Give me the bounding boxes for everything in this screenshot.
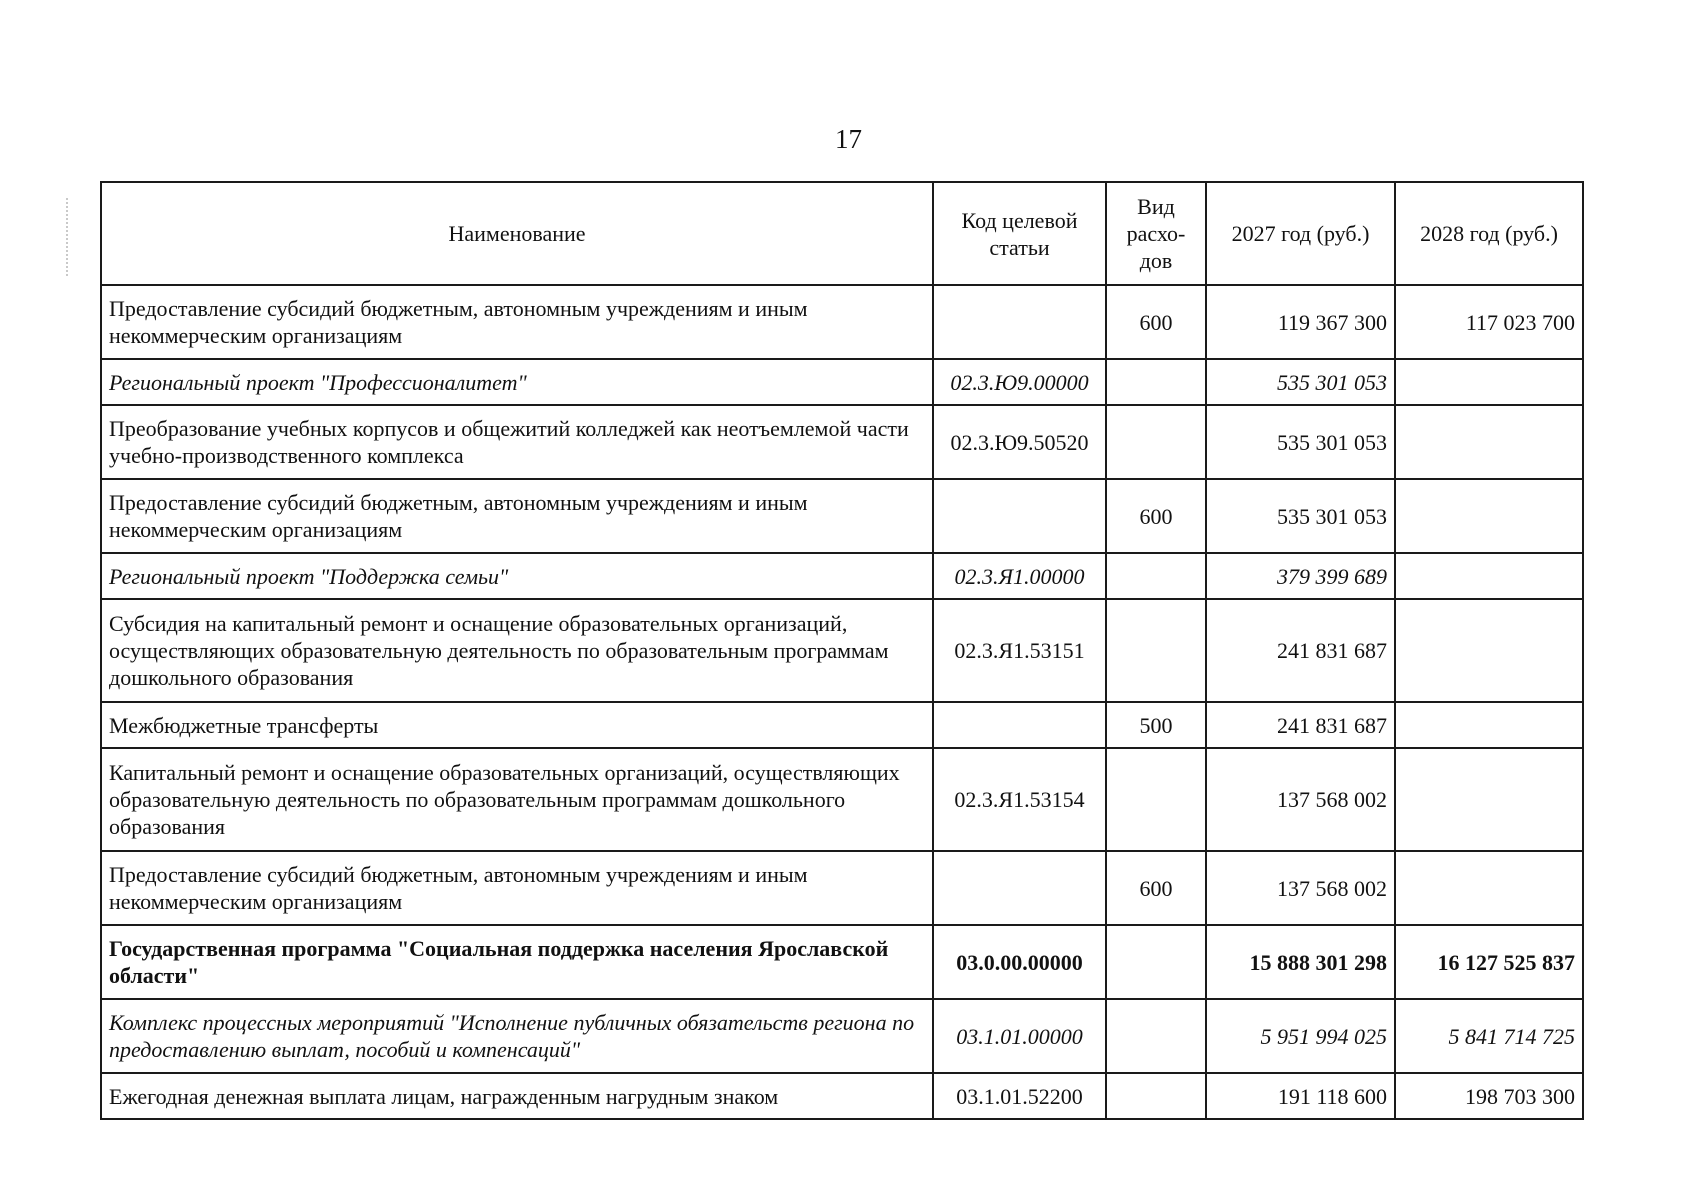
header-year-2027: 2027 год (руб.) bbox=[1206, 182, 1395, 285]
row-code: 03.1.01.00000 bbox=[933, 999, 1106, 1073]
row-amount-2027: 137 568 002 bbox=[1206, 748, 1395, 851]
row-kind: 600 bbox=[1106, 479, 1206, 553]
row-amount-2028: 5 841 714 725 bbox=[1395, 999, 1583, 1073]
row-amount-2028: 16 127 525 837 bbox=[1395, 925, 1583, 999]
row-name: Предоставление субсидий бюджетным, автономным учреждениям и иным некоммерческим организациям bbox=[101, 851, 933, 925]
header-year-2028: 2028 год (руб.) bbox=[1395, 182, 1583, 285]
table-row bbox=[101, 599, 1583, 702]
table-header-row bbox=[101, 182, 1583, 285]
row-amount-2027: 241 831 687 bbox=[1206, 599, 1395, 702]
row-amount-2028 bbox=[1395, 359, 1583, 405]
row-kind bbox=[1106, 599, 1206, 702]
table-row bbox=[101, 851, 1583, 925]
scan-artifact-marks bbox=[66, 198, 71, 276]
row-name: Региональный проект "Поддержка семьи" bbox=[101, 553, 933, 599]
table-row bbox=[101, 553, 1583, 599]
row-name: Межбюджетные трансферты bbox=[101, 702, 933, 748]
row-name: Капитальный ремонт и оснащение образовательных организаций, осуществляющих образовательную деятельность по образовательным программам дошкольного образования bbox=[101, 748, 933, 851]
table-row bbox=[101, 999, 1583, 1073]
row-code bbox=[933, 285, 1106, 359]
table-row bbox=[101, 285, 1583, 359]
row-name: Субсидия на капитальный ремонт и оснащение образовательных организаций, осуществляющих образовательную деятельность по образовательным программам дошкольного образования bbox=[101, 599, 933, 702]
row-amount-2028 bbox=[1395, 553, 1583, 599]
row-amount-2027: 191 118 600 bbox=[1206, 1073, 1395, 1119]
table-row bbox=[101, 702, 1583, 748]
table-row bbox=[101, 405, 1583, 479]
row-kind: 600 bbox=[1106, 285, 1206, 359]
row-kind bbox=[1106, 359, 1206, 405]
row-name: Ежегодная денежная выплата лицам, награжденным нагрудным знаком bbox=[101, 1073, 933, 1119]
table-row bbox=[101, 925, 1583, 999]
row-code: 02.3.Ю9.50520 bbox=[933, 405, 1106, 479]
table-row bbox=[101, 748, 1583, 851]
row-amount-2027: 137 568 002 bbox=[1206, 851, 1395, 925]
row-amount-2028 bbox=[1395, 748, 1583, 851]
row-kind bbox=[1106, 405, 1206, 479]
row-kind bbox=[1106, 999, 1206, 1073]
row-code: 03.0.00.00000 bbox=[933, 925, 1106, 999]
page-number: 17 bbox=[835, 124, 862, 154]
row-amount-2028: 198 703 300 bbox=[1395, 1073, 1583, 1119]
row-amount-2027: 379 399 689 bbox=[1206, 553, 1395, 599]
row-code: 02.3.Я1.00000 bbox=[933, 553, 1106, 599]
row-kind bbox=[1106, 925, 1206, 999]
row-amount-2028 bbox=[1395, 599, 1583, 702]
row-code: 02.3.Я1.53151 bbox=[933, 599, 1106, 702]
row-code: 02.3.Ю9.00000 bbox=[933, 359, 1106, 405]
row-name: Региональный проект "Профессионалитет" bbox=[101, 359, 933, 405]
table-row bbox=[101, 1073, 1583, 1119]
row-name: Комплекс процессных мероприятий "Исполнение публичных обязательств региона по предоставлению выплат, пособий и компенсаций" bbox=[101, 999, 933, 1073]
row-name: Предоставление субсидий бюджетным, автономным учреждениям и иным некоммерческим организациям bbox=[101, 285, 933, 359]
row-name: Преобразование учебных корпусов и общежитий колледжей как неотъемлемой части учебно-производственного комплекса bbox=[101, 405, 933, 479]
row-code bbox=[933, 851, 1106, 925]
header-kind: Вид расхо-дов bbox=[1106, 182, 1206, 285]
row-code: 02.3.Я1.53154 bbox=[933, 748, 1106, 851]
row-amount-2027: 119 367 300 bbox=[1206, 285, 1395, 359]
row-amount-2027: 5 951 994 025 bbox=[1206, 999, 1395, 1073]
row-amount-2027: 15 888 301 298 bbox=[1206, 925, 1395, 999]
row-code bbox=[933, 702, 1106, 748]
row-amount-2028 bbox=[1395, 851, 1583, 925]
row-amount-2028: 117 023 700 bbox=[1395, 285, 1583, 359]
row-amount-2027: 535 301 053 bbox=[1206, 479, 1395, 553]
table-row bbox=[101, 479, 1583, 553]
row-name: Предоставление субсидий бюджетным, автономным учреждениям и иным некоммерческим организациям bbox=[101, 479, 933, 553]
row-kind: 600 bbox=[1106, 851, 1206, 925]
row-kind bbox=[1106, 748, 1206, 851]
budget-table bbox=[100, 181, 1584, 1120]
row-kind bbox=[1106, 1073, 1206, 1119]
row-code bbox=[933, 479, 1106, 553]
row-amount-2028 bbox=[1395, 479, 1583, 553]
row-amount-2027: 535 301 053 bbox=[1206, 359, 1395, 405]
row-name: Государственная программа "Социальная поддержка населения Ярославской области" bbox=[101, 925, 933, 999]
row-kind: 500 bbox=[1106, 702, 1206, 748]
row-kind bbox=[1106, 553, 1206, 599]
row-amount-2028 bbox=[1395, 702, 1583, 748]
row-amount-2027: 535 301 053 bbox=[1206, 405, 1395, 479]
row-amount-2028 bbox=[1395, 405, 1583, 479]
row-amount-2027: 241 831 687 bbox=[1206, 702, 1395, 748]
row-code: 03.1.01.52200 bbox=[933, 1073, 1106, 1119]
header-code: Код целевой статьи bbox=[933, 182, 1106, 285]
header-name: Наименование bbox=[101, 182, 933, 285]
table-row bbox=[101, 359, 1583, 405]
